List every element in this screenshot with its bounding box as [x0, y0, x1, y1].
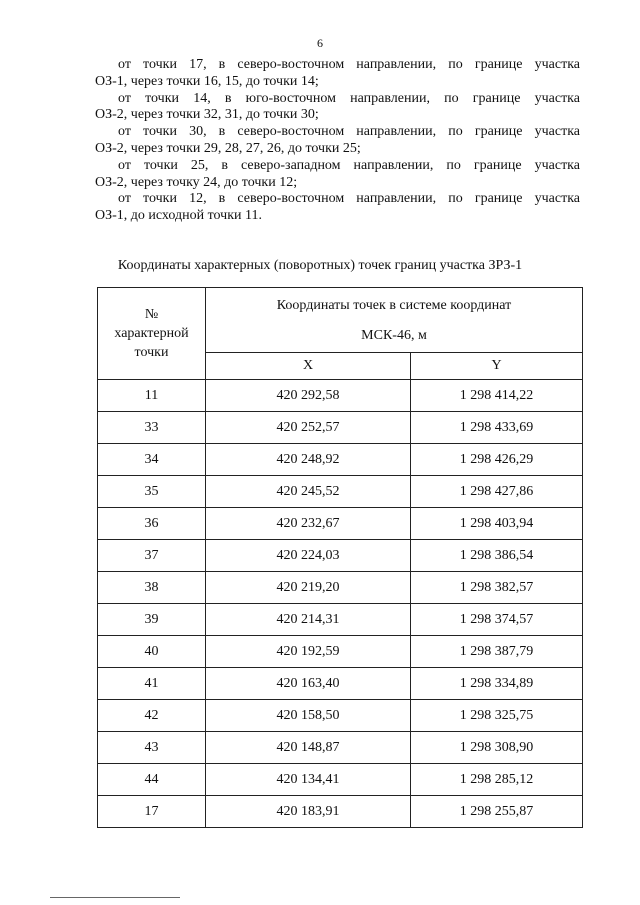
point-number-cell: 11: [98, 380, 206, 412]
y-coordinate-cell: 1 298 255,87: [411, 796, 583, 828]
table-row: [98, 732, 583, 764]
x-coordinate-cell: 420 224,03: [206, 540, 411, 572]
paragraph-line: ОЗ-1, через точки 16, 15, до точки 14;: [95, 73, 319, 89]
table-row: [98, 668, 583, 700]
paragraph-line: от точки 14, в юго-восточном направлении, по границе участка: [118, 90, 580, 106]
x-coordinate-cell: 420 248,92: [206, 444, 411, 476]
paragraph-line: от точки 17, в северо-восточном направлении, по границе участка: [118, 57, 580, 72]
coordinates-table: [97, 287, 583, 828]
x-coordinate-cell: 420 183,91: [206, 796, 411, 828]
header-group-line: Координаты точек в системе координат: [276, 298, 512, 313]
x-coordinate-cell: 420 219,20: [206, 572, 411, 604]
x-coordinate-cell: 420 232,67: [206, 508, 411, 540]
table-row: [98, 380, 583, 412]
table-row: [98, 412, 583, 444]
point-number-cell: 33: [98, 412, 206, 444]
point-number-cell: 41: [98, 668, 206, 700]
x-coordinate-cell: 420 292,58: [206, 380, 411, 412]
y-coordinate-cell: 1 298 387,79: [411, 636, 583, 668]
table-title: Координаты характерных (поворотных) точек границ участка ЗРЗ-1: [117, 258, 523, 273]
point-number-cell: 44: [98, 764, 206, 796]
y-coordinate-cell: 1 298 334,89: [411, 668, 583, 700]
paragraph-line: от точки 25, в северо-западном направлении, по границе участка: [118, 157, 580, 173]
y-coordinate-cell: 1 298 433,69: [411, 412, 583, 444]
boundary-paragraph: [95, 124, 580, 158]
point-number-cell: 42: [98, 700, 206, 732]
paragraph-line: ОЗ-2, через точки 29, 28, 27, 26, до точки 25;: [95, 140, 361, 156]
y-coordinate-cell: 1 298 426,29: [411, 444, 583, 476]
boundary-description: [95, 57, 580, 225]
boundary-paragraph: [95, 91, 580, 125]
header-point-number: [98, 288, 206, 380]
point-number-cell: 37: [98, 540, 206, 572]
paragraph-line: от точки 30, в северо-восточном направлении, по границе участка: [118, 124, 580, 140]
table-row: [98, 604, 583, 636]
x-coordinate-cell: 420 134,41: [206, 764, 411, 796]
header-group-line: МСК-46, м: [361, 328, 427, 343]
y-coordinate-cell: 1 298 382,57: [411, 572, 583, 604]
table-row: [98, 540, 583, 572]
header-coordinate-system: [206, 288, 583, 353]
table-row: [98, 700, 583, 732]
point-number-cell: 17: [98, 796, 206, 828]
header-num-line: точки: [134, 345, 169, 360]
x-coordinate-cell: 420 148,87: [206, 732, 411, 764]
y-coordinate-cell: 1 298 427,86: [411, 476, 583, 508]
paragraph-line: ОЗ-2, через точки 32, 31, до точки 30;: [95, 107, 319, 123]
x-coordinate-cell: 420 252,57: [206, 412, 411, 444]
boundary-paragraph: [95, 158, 580, 192]
header-x: X: [206, 353, 411, 380]
y-coordinate-cell: 1 298 325,75: [411, 700, 583, 732]
table-row: [98, 764, 583, 796]
page-number: 6: [317, 36, 323, 50]
table-row: [98, 444, 583, 476]
paragraph-line: от точки 12, в северо-восточном направлении, по границе участка: [118, 191, 580, 207]
table-row: [98, 476, 583, 508]
y-coordinate-cell: 1 298 308,90: [411, 732, 583, 764]
point-number-cell: 34: [98, 444, 206, 476]
point-number-cell: 35: [98, 476, 206, 508]
boundary-paragraph: [95, 191, 580, 225]
coordinates-body: [98, 380, 583, 828]
x-coordinate-cell: 420 192,59: [206, 636, 411, 668]
y-coordinate-cell: 1 298 414,22: [411, 380, 583, 412]
point-number-cell: 38: [98, 572, 206, 604]
table-row: [98, 572, 583, 604]
point-number-cell: 36: [98, 508, 206, 540]
footer-divider: [50, 897, 180, 898]
point-number-cell: 39: [98, 604, 206, 636]
point-number-cell: 40: [98, 636, 206, 668]
x-coordinate-cell: 420 158,50: [206, 700, 411, 732]
boundary-paragraph: [95, 57, 580, 91]
x-coordinate-cell: 420 214,31: [206, 604, 411, 636]
y-coordinate-cell: 1 298 285,12: [411, 764, 583, 796]
table-row: [98, 636, 583, 668]
point-number-cell: 43: [98, 732, 206, 764]
header-y: Y: [411, 353, 583, 380]
header-num-line: характерной: [114, 326, 189, 341]
y-coordinate-cell: 1 298 403,94: [411, 508, 583, 540]
x-coordinate-cell: 420 245,52: [206, 476, 411, 508]
paragraph-line: ОЗ-2, через точку 24, до точки 12;: [95, 174, 298, 190]
y-coordinate-cell: 1 298 374,57: [411, 604, 583, 636]
x-coordinate-cell: 420 163,40: [206, 668, 411, 700]
table-row: [98, 796, 583, 828]
y-coordinate-cell: 1 298 386,54: [411, 540, 583, 572]
table-row: [98, 508, 583, 540]
paragraph-line: ОЗ-1, до исходной точки 11.: [95, 208, 262, 224]
header-num-line: №: [144, 307, 159, 322]
